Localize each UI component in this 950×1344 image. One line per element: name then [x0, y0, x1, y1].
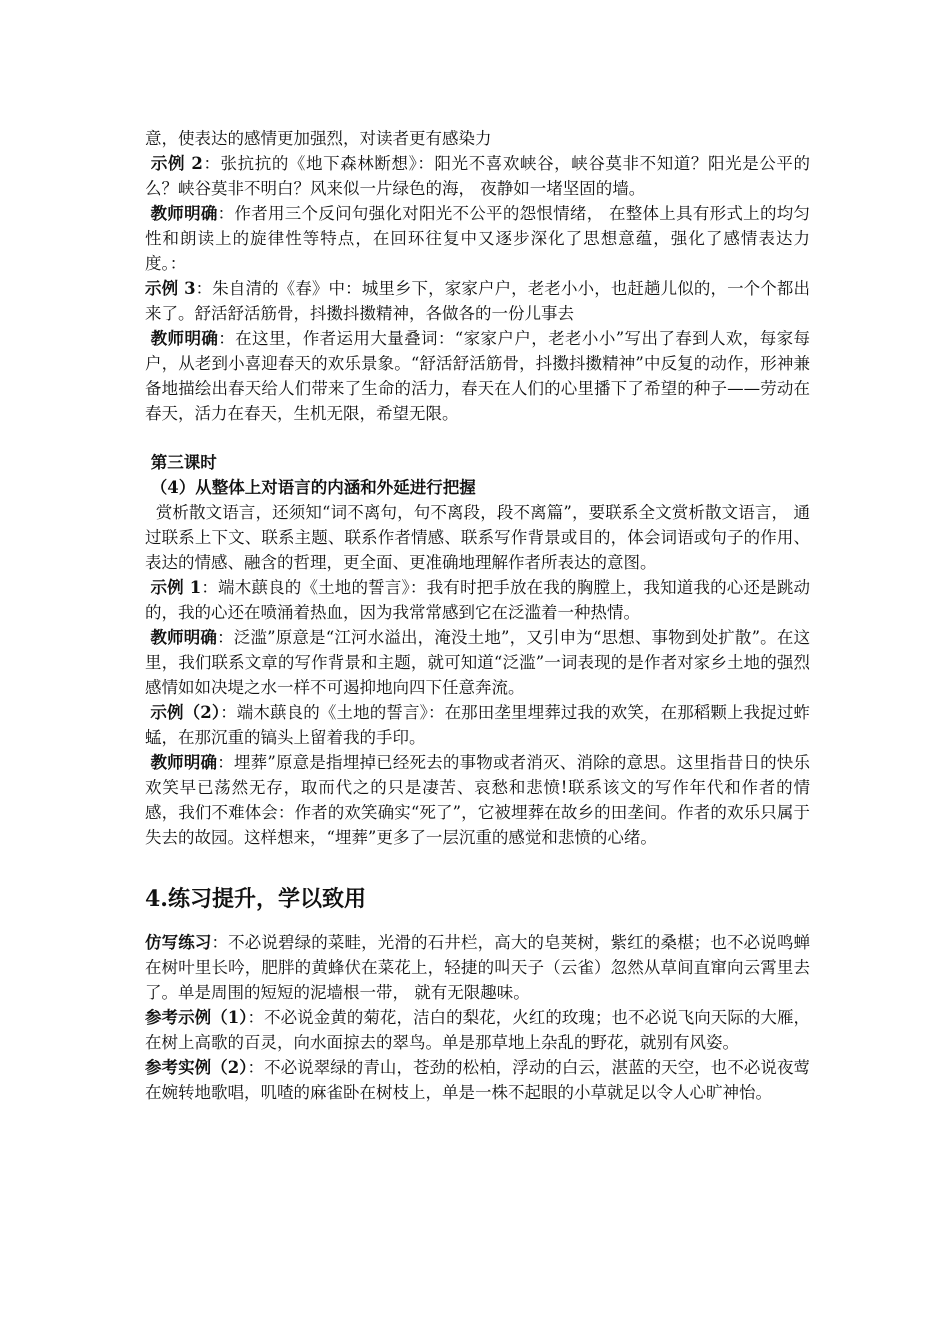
example-text: ：端木蕻良的《土地的誓言》：在那田垄里埋葬过我的欢笑，在那稻颗上我捉过蚱蜢，在那沉重的镐头上留着我的手印。	[145, 703, 811, 747]
paragraph-continuation: 意，使表达的感情更加强烈，对读者更有感染力	[145, 129, 492, 148]
spacer	[145, 850, 810, 884]
reference-text: ：不必说金黄的菊花，洁白的梨花，火红的玫瑰；也不必说飞向天际的大雁，在树上高歌的百灵，向水面掠去的翠鸟。单是那草地上杂乱的野花，就别有风姿。	[145, 1008, 811, 1052]
example-1	[145, 575, 810, 625]
practice-text: ：不必说碧绿的菜畦，光滑的石井栏，高大的皂荚树，紫红的桑椹；也不必说鸣蝉在树叶里长吟，肥胖的黄蜂伏在菜花上，轻捷的叫天子（云雀）忽然从草间直窜向云霄里去了。单是周围的短短的泥墙根一带， 就有无限趣味。	[145, 933, 811, 1002]
teacher-note-label: 教师明确	[150, 204, 218, 223]
practice-label: 仿写练习	[145, 933, 212, 952]
section-4-heading: 4.练习提升，学以致用	[145, 886, 366, 912]
example-text: ：端木蕻良的《土地的誓言》：我有时把手放在我的胸膛上，我知道我的心还是跳动的，我的心还在喷涌着热血，因为我常常感到它在泛滥着一种热情。	[145, 578, 811, 622]
reference-text: ：不必说翠绿的青山，苍劲的松柏，浮动的白云，湛蓝的天空，也不必说夜莺在婉转地歌唱，叽喳的麻雀卧在树枝上，单是一株不起眼的小草就足以令人心旷神怡。	[145, 1058, 811, 1102]
teacher-note-label: 教师明确	[150, 753, 218, 772]
example-label: 示例 1	[150, 578, 202, 597]
document-body	[145, 126, 810, 1105]
lesson-3-heading: 第三课时	[150, 453, 217, 472]
spacer	[145, 426, 810, 450]
reference-example-1	[145, 1005, 810, 1055]
example-label: 示例 2	[150, 154, 203, 173]
teacher-note-text: ：作者用三个反问句强化对阳光不公平的怨恨情绪， 在整体上具有形式上的均匀性和朗读上的旋律性等特点，在回环往复中又逐步深化了思想意蕴，强化了感情表达力度。：	[145, 204, 811, 273]
reference-label: 参考实例（2）	[145, 1058, 248, 1077]
teacher-note-4	[145, 750, 810, 850]
subsection-4-heading: （4）从整体上对语言的内涵和外延进行把握	[150, 478, 476, 497]
example-3	[145, 276, 810, 326]
reference-label: 参考示例（1）	[145, 1008, 248, 1027]
intro-paragraph: 赏析散文语言，还须知“词不离句，句不离段，段不离篇”，要联系全文赏析散文语言， 通过联系上下文、联系主题、联系作者情感、联系写作背景或目的，体会词语或句子的作用、表达的情感、融含的哲理，更全面、更准确地理解作者所表达的意图。	[145, 503, 810, 572]
spacer	[145, 914, 810, 930]
example-label: 示例 3	[145, 279, 196, 298]
example-label: 示例（2）	[150, 703, 221, 722]
teacher-note-text: ：泛滥”原意是“江河水溢出，淹没土地”，又引申为“思想、事物到处扩散”。在这里，我们联系文章的写作背景和主题，就可知道“泛滥”一词表现的是作者对家乡土地的强烈感情如如决堤之水一样不可遏抑地向四下任意奔流。	[145, 628, 811, 697]
teacher-note-1	[145, 201, 810, 276]
teacher-note-label: 教师明确	[150, 329, 219, 348]
teacher-note-label: 教师明确	[150, 628, 218, 647]
example-text: ：张抗抗的《地下森林断想》：阳光不喜欢峡谷，峡谷莫非不知道？阳光是公平的么？峡谷莫非不明白？风来似一片绿色的海， 夜静如一堵坚固的墙。	[145, 154, 810, 198]
teacher-note-2	[145, 326, 810, 426]
example-text: ：朱自清的《春》中：城里乡下，家家户户，老老小小，也赶趟儿似的，一个个都出来了。舒活舒活筋骨，抖擞抖擞精神，各做各的一份儿事去	[145, 279, 810, 323]
teacher-note-text: ：在这里，作者运用大量叠词：“家家户户，老老小小”写出了春到人欢，每家每户，从老到小喜迎春天的欢乐景象。“舒活舒活筋骨，抖擞抖擞精神”中反复的动作，形神兼备地描绘出春天给人们带来了生命的活力，春天在人们的心里播下了希望的种子——劳动在春天，活力在春天，生机无限，希望无限。	[145, 329, 811, 423]
example-paren-2	[145, 700, 810, 750]
practice-paragraph	[145, 930, 810, 1005]
reference-example-2	[145, 1055, 810, 1105]
example-2	[145, 151, 810, 201]
teacher-note-text: ：埋葬”原意是指埋掉已经死去的事物或者消灭、消除的意思。这里指昔日的快乐欢笑早已荡然无存，取而代之的只是凄苦、哀愁和悲愤!联系该文的写作年代和作者的情感，我们不难体会：作者的欢笑确实“死了”，它被埋葬在故乡的田垄间。作者的欢乐只属于失去的故园。这样想来，“埋葬”更多了一层沉重的感觉和悲愤的心绪。	[145, 753, 811, 847]
teacher-note-3	[145, 625, 810, 700]
